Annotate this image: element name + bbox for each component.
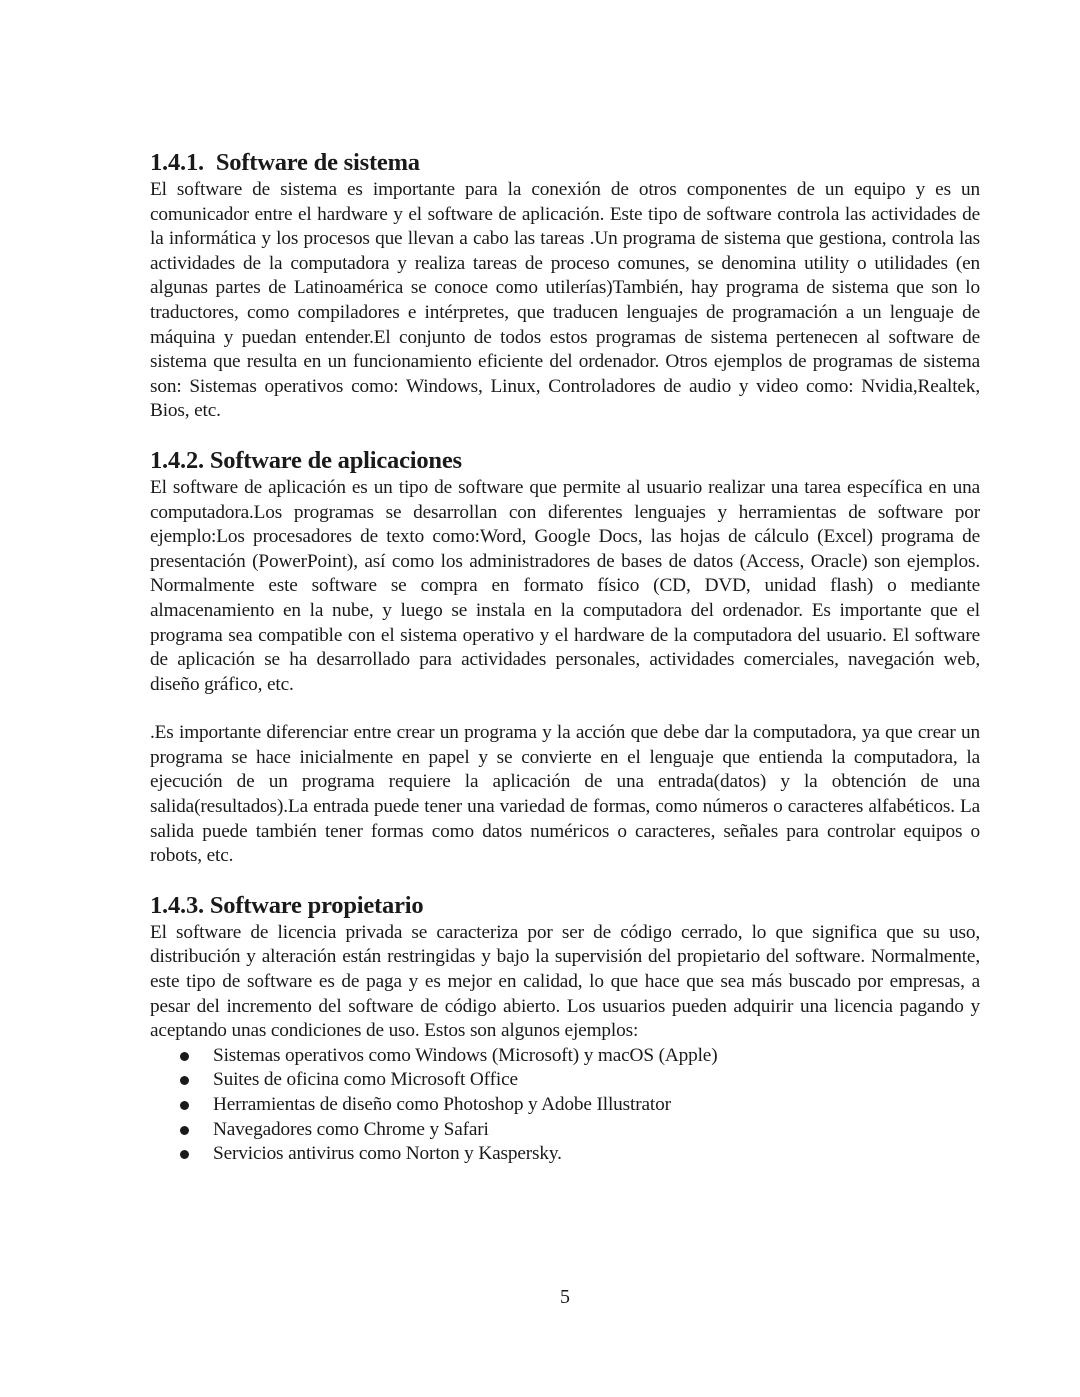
bullet-icon [180,1101,189,1110]
section-heading-software-de-aplicaciones [150,446,980,476]
bullet-icon [180,1052,189,1061]
section-heading-software-de-sistema [150,148,980,178]
list-item-text: Servicios antivirus como Norton y Kaspersky. [213,1143,562,1165]
section-title: Software de aplicaciones [209,446,462,474]
bullet-icon [180,1076,189,1085]
bullet-icon [180,1150,189,1159]
section-title: Software de sistema [215,149,420,176]
list-item [180,1044,980,1069]
paragraph: El software de sistema es importante para la conexión de otros componentes de un equipo y es un comunicador entre el hardware y el software de aplicación. Este tipo de software controla las actividades de la informática y los procesos que llevan a cabo las tareas .Un programa de sistema que gestiona, controla las actividades de la computadora y realiza tareas de proceso comunes, se denomina utility o utilidades (en algunas partes de Latinoamérica se conoce como utilerías)También, hay programa de sistema que son lo traductores, como compiladores e intérpretes, que traducen lenguajes de programación a un lenguaje de máquina y puedan entender.El conjunto de todos estos programas de sistema pertenecen al software de sistema que resulta en un funcionamiento eficiente del ordenador. Otros ejemplos de programas de sistema son: Sistemas operativos como: Windows, Linux, Controladores de audio y video como: Nvidia,Realtek, Bios, etc. [150,179,980,422]
examples-list [150,1044,980,1167]
bullet-icon [180,1126,189,1135]
section-heading-software-propietario [150,891,980,921]
paragraph: .Es importante diferenciar entre crear un programa y la acción que debe dar la computadora, ya que crear un programa se hace inicialmente en papel y se convierte en el lenguaje que entienda la computadora, la ejecución de un programa requiere la aplicación de una entrada(datos) y la obtención de una salida(resultados).La entrada puede tener una variedad de formas, como números o caracteres alfabéticos. La salida puede también tener formas como datos numéricos o caracteres, señales para controlar equipos o robots, etc. [150,722,980,867]
page-number: 5 [560,1286,570,1308]
section-number: 1.4.2. [150,446,204,474]
list-item [180,1068,980,1093]
list-item [180,1093,980,1118]
paragraph: El software de licencia privada se caracteriza por ser de código cerrado, lo que significa que su uso, distribución y alteración están restringidas y bajo la supervisión del propietario del software. Normalmente, este tipo de software es de paga y es mejor en calidad, lo que hace que sea más buscado por empresas, a pesar del incremento del software de código abierto. Los usuarios pueden adquirir una licencia pagando y aceptando unas condiciones de uso. Estos son algunos ejemplos: [150,921,980,1042]
list-item-text: Navegadores como Chrome y Safari [213,1118,489,1140]
list-item [180,1142,980,1167]
section-number: 1.4.1. [150,149,204,176]
list-item-text: Suites de oficina como Microsoft Office [213,1069,518,1091]
list-item [180,1118,980,1143]
spacer [150,869,980,891]
spacer [150,424,980,446]
section-number: 1.4.3. [150,891,204,919]
document-page [150,148,980,1167]
list-item-text: Herramientas de diseño como Photoshop y Adobe Illustrator [213,1094,671,1115]
list-item-text: Sistemas operativos como Windows (Microsoft) y macOS (Apple) [213,1044,718,1066]
spacer [150,697,980,721]
section-title: Software propietario [209,891,424,919]
paragraph: El software de aplicación es un tipo de software que permite al usuario realizar una tarea específica en una computadora.Los programas se desarrollan con diferentes lenguajes y herramientas de software por ejemplo:Los procesadores de texto como:Word, Google Docs, las hojas de cálculo (Excel) programa de presentación (PowerPoint), así como los administradores de bases de datos (Access, Oracle) son ejemplos. Normalmente este software se compra en formato físico (CD, DVD, unidad flash) o mediante almacenamiento en la nube, y luego se instala en la computadora del ordenador. Es importante que el programa sea compatible con el sistema operativo y el hardware de la computadora del usuario. El software de aplicación se ha desarrollado para actividades personales, actividades comerciales, navegación web, diseño gráfico, etc. [150,476,980,695]
